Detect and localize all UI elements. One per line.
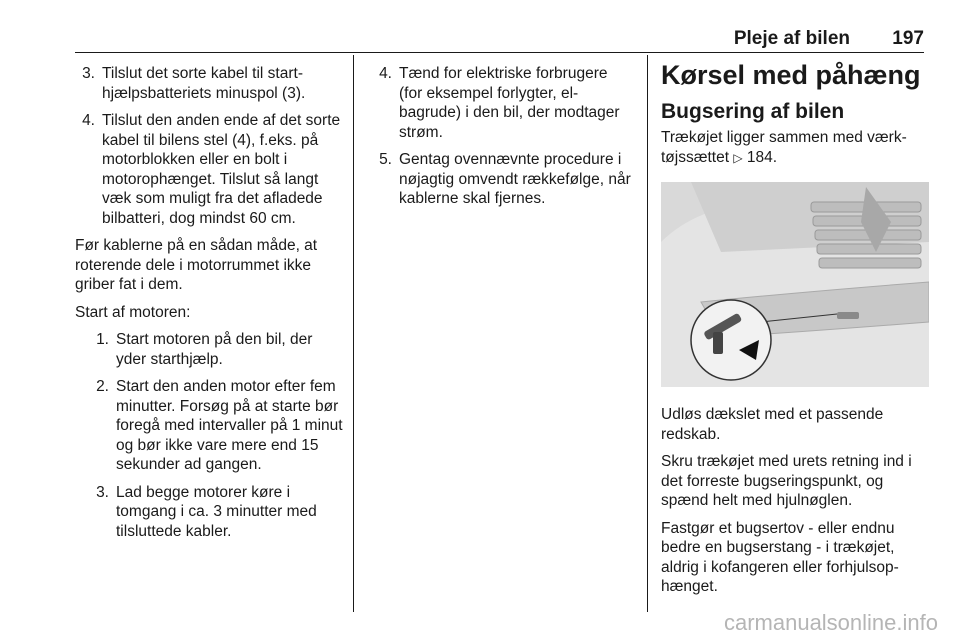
step-list-a <box>75 64 345 228</box>
section-heading: Kørsel med påhæng <box>661 60 921 90</box>
arrow-ref-icon: ▷ <box>733 150 743 165</box>
list-item: 5. Gentag ovennævnte procedure i nøjagtig omvendt rækkefølge, når kablerne skal fjernes. <box>379 151 631 207</box>
page-number: 197 <box>892 28 924 49</box>
intro-paragraph: Trækøjet ligger sammen med værktøjssættet ▷ 184. <box>661 128 929 168</box>
paragraph: Start af motoren: <box>75 303 191 321</box>
header-divider <box>75 52 924 53</box>
column-divider-2 <box>647 55 648 612</box>
paragraph: Før kablerne på en sådan måde, at roterende dele i motorrummet ikke griber fat i dem. <box>75 237 318 293</box>
paragraph: Fastgør et bugsertov - eller endnu bedre en bugserstang - i trækøjet, aldrig i kofangeren eller forhjulsophænget. <box>661 519 899 595</box>
step-list-c <box>372 64 634 209</box>
list-item: 4. Tilslut den anden ende af det sorte kabel til bilens stel (4), f.eks. på motorblokken eller en bolt i motorophænget. Tilslut så langt væk som muligt fra det afladede bilbatteri, dog mindst 60 cm. <box>82 112 341 227</box>
paragraph: Skru trækøjet med urets retning ind i det forreste bugseringspunkt, og spænd helt med hjulnøglen. <box>661 453 912 509</box>
page-header-title: Pleje af bilen <box>733 28 850 49</box>
subsection-heading: Bugsering af bilen <box>661 100 845 123</box>
list-item: 2. Start den anden motor efter fem minutter. Forsøg på at starte bør foregå med intervaller på 1 minut og bør ikke vare mere end 15 sekunder ad gangen. <box>96 378 343 473</box>
step-list-b <box>89 330 345 541</box>
column-2 <box>372 64 634 217</box>
towing-eye-illustration <box>661 182 929 387</box>
list-item: 1. Start motoren på den bil, der yder starthjælp. <box>96 331 313 368</box>
list-item: 3. Lad begge motorer køre i tomgang i ca. 3 minutter med tilsluttede kabler. <box>96 483 317 540</box>
list-item: 3. Tilslut det sorte kabel til starthjælpsbatteriets minuspol (3). <box>82 65 306 102</box>
paragraph: Udløs dækslet med et passende redskab. <box>661 406 884 443</box>
list-item: 4. Tænd for elektriske forbrugere (for eksempel forlygter, el-bagrude) i den bil, der modtager strøm. <box>379 65 620 141</box>
column-divider-1 <box>353 55 354 612</box>
column-1 <box>75 64 345 549</box>
column-3 <box>661 60 929 605</box>
watermark: carmanualsonline.info <box>723 610 938 635</box>
